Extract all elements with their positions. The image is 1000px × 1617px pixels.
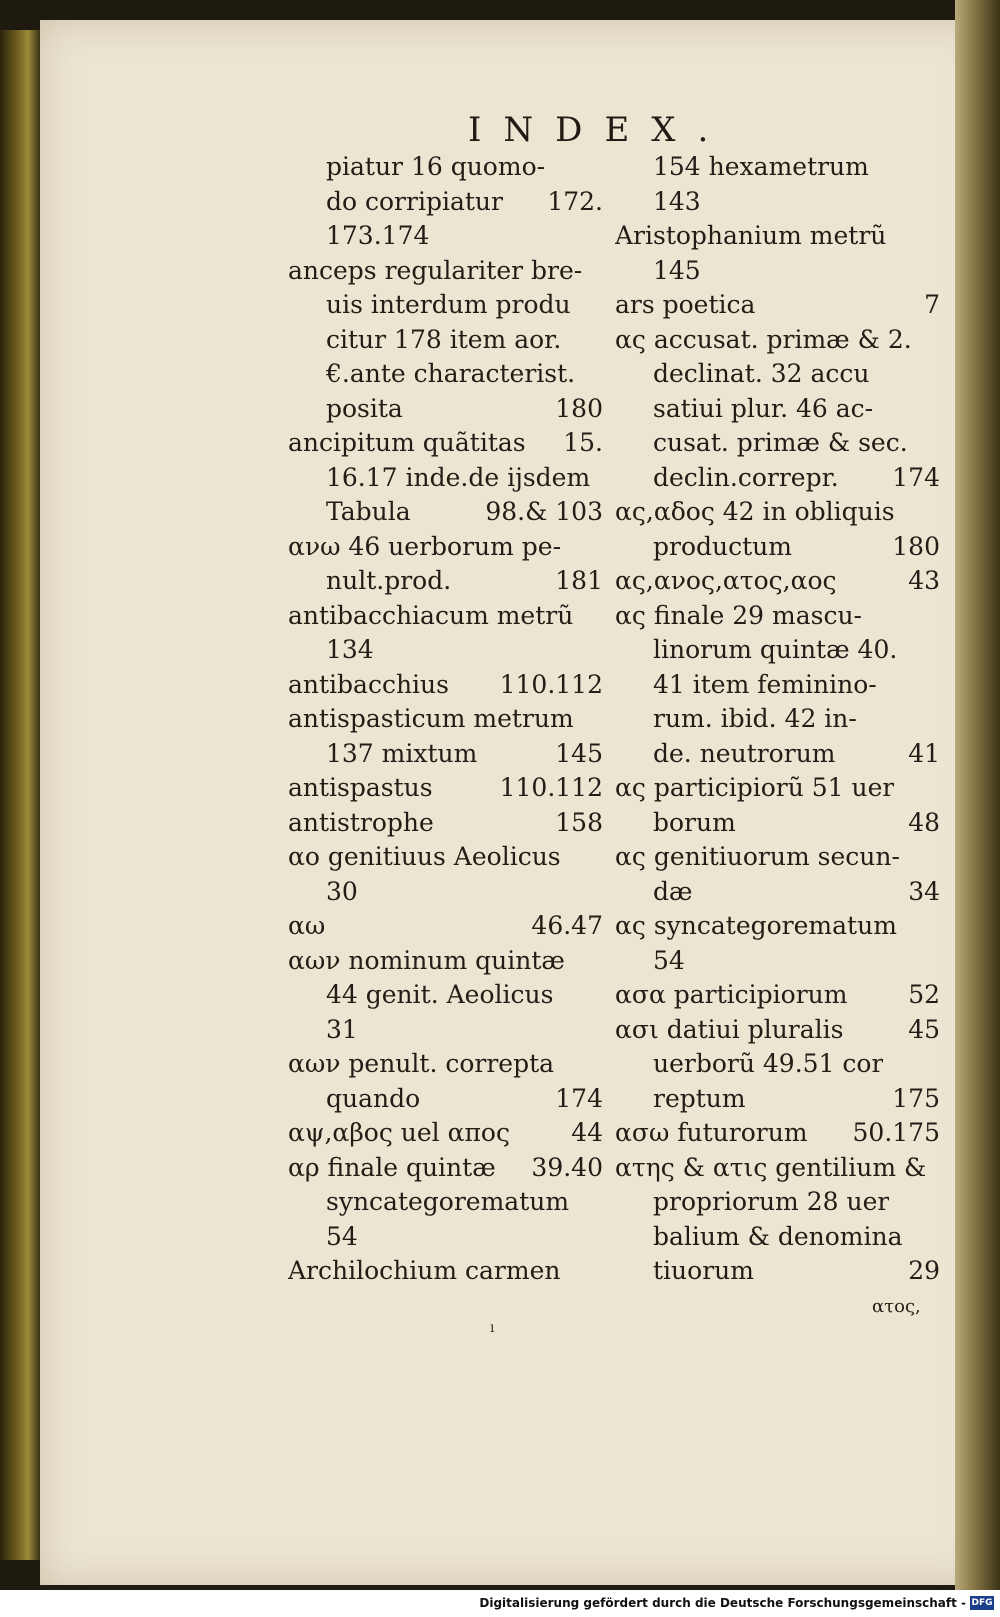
index-entry — [615, 1254, 940, 1289]
index-entry — [615, 357, 940, 392]
index-entry — [288, 702, 603, 737]
index-entry-text: anceps regulariter bre- — [288, 255, 583, 285]
index-entry-text: borum — [653, 807, 736, 837]
index-entry — [615, 461, 940, 496]
dfg-logo-icon: DFG — [971, 1598, 993, 1608]
index-entry-text: antibacchius — [288, 669, 449, 699]
index-entry-page-ref — [597, 1047, 603, 1082]
index-entry-page-ref — [934, 392, 940, 427]
index-entry-page-ref: 41 — [908, 738, 940, 768]
index-entry — [288, 771, 603, 806]
index-entry — [615, 288, 940, 323]
index-entry-text: ασω futurorum — [615, 1118, 808, 1147]
index-entry-page-ref — [934, 1185, 940, 1220]
index-entry — [615, 771, 940, 806]
index-entry-text: antispasticum metrum — [288, 704, 574, 733]
index-entry-page-ref — [934, 702, 940, 737]
index-entry-page-ref — [597, 150, 603, 185]
signature-mark: ı — [490, 1320, 495, 1336]
index-entry-text: syncategorematum — [326, 1187, 570, 1216]
index-entry-text: Archilochium carmen — [288, 1256, 561, 1285]
index-entry-page-ref — [934, 185, 940, 220]
index-entry-page-ref — [934, 1220, 940, 1255]
index-entry-text: uerborũ 49.51 cor — [653, 1049, 884, 1078]
index-entry-text: antispastus — [288, 773, 433, 802]
index-entry-text: ασι datiui pluralis — [615, 1014, 844, 1044]
index-entry-page-ref: 98.& 103 — [485, 497, 603, 526]
index-entry-text: ας participiorũ 51 uer — [615, 773, 895, 802]
index-entry-page-ref — [934, 1047, 940, 1082]
index-entry — [615, 1082, 940, 1117]
index-entry-text: productum — [653, 531, 792, 561]
index-entry-page-ref — [934, 426, 940, 461]
index-entry-text: ασα participiorum — [615, 980, 848, 1009]
index-entry-text: αω — [288, 911, 326, 940]
page-header: INDEX. — [468, 110, 731, 150]
index-entry — [615, 909, 940, 944]
index-entry — [288, 357, 603, 392]
index-entry-page-ref — [597, 702, 603, 737]
index-entry-page-ref — [934, 771, 940, 806]
index-entry-text: Tabula — [326, 497, 411, 526]
index-entry-text: declin.correpr. — [653, 462, 839, 492]
index-entry-text: ars poetica — [615, 290, 756, 319]
index-entry — [615, 219, 940, 254]
index-entry — [615, 1151, 940, 1186]
index-entry-text: satiui plur. 46 ac- — [653, 393, 874, 423]
index-entry-text: 44 genit. Aeolicus — [326, 980, 554, 1009]
index-entry-page-ref: 43 — [908, 566, 940, 595]
index-entry — [288, 668, 603, 703]
index-entry — [615, 737, 940, 772]
index-entry — [288, 288, 603, 323]
index-entry — [288, 840, 603, 875]
index-entry-page-ref — [597, 875, 603, 910]
index-entry-text: 154 hexametrum — [653, 152, 869, 181]
index-entry — [615, 668, 940, 703]
index-entry — [615, 806, 940, 841]
index-entry — [288, 254, 603, 289]
index-entry-page-ref — [597, 530, 603, 565]
index-entry-page-ref — [934, 909, 940, 944]
index-entry — [288, 185, 603, 220]
index-entry — [288, 426, 603, 461]
index-entry — [288, 806, 603, 841]
index-entry — [288, 1220, 603, 1255]
index-entry — [615, 1220, 940, 1255]
index-entry — [615, 150, 940, 185]
index-column-left — [288, 150, 603, 1289]
index-entry-page-ref — [597, 254, 603, 289]
index-entry — [615, 875, 940, 910]
index-entry-text: 143 — [653, 186, 701, 216]
index-entry-page-ref: 175 — [892, 1083, 940, 1113]
index-entry-text: 41 item feminino- — [653, 669, 877, 699]
index-entry-page-ref: 158 — [555, 807, 603, 837]
index-entry-page-ref — [597, 944, 603, 979]
index-entry — [288, 1047, 603, 1082]
index-entry-page-ref — [934, 150, 940, 185]
index-entry — [288, 150, 603, 185]
index-entry-page-ref: 46.47 — [531, 911, 603, 940]
index-entry-page-ref: 174 — [892, 462, 940, 492]
index-entry-text: 134 — [326, 635, 374, 664]
index-entry-page-ref: 172. — [547, 186, 603, 216]
index-entry-text: αων nominum quintæ — [288, 945, 565, 975]
index-entry-page-ref — [934, 219, 940, 254]
index-entry — [288, 909, 603, 944]
index-entry-page-ref — [934, 633, 940, 668]
index-entry-page-ref: 44 — [571, 1118, 603, 1147]
index-entry-text: ας,ανος,ατος,αος — [615, 566, 837, 595]
digitization-footer — [0, 1590, 1000, 1617]
index-entry-text: declinat. 32 accu — [653, 359, 870, 388]
index-entry-text: de. neutrorum — [653, 738, 836, 768]
index-entry-page-ref: 110.112 — [499, 773, 603, 802]
index-entry — [615, 495, 940, 530]
index-entry — [615, 944, 940, 979]
index-entry — [288, 978, 603, 1013]
index-entry-text: nult.prod. — [326, 566, 452, 595]
index-entry — [615, 1116, 940, 1151]
index-entry-text: 31 — [326, 1014, 358, 1044]
index-entry-text: €.ante characterist. — [326, 359, 576, 388]
index-entry — [615, 1013, 940, 1048]
index-entry-text: ας finale 29 mascu- — [615, 600, 862, 630]
index-entry-text: cusat. primæ & sec. — [653, 428, 908, 457]
index-entry-text: αο genitiuus Aeolicus — [288, 842, 561, 871]
index-entry-page-ref — [597, 1254, 603, 1289]
index-column-right — [615, 150, 940, 1289]
index-entry-text: 54 — [326, 1221, 358, 1251]
index-entry-page-ref: 15. — [563, 428, 603, 457]
index-entry-page-ref — [934, 495, 940, 530]
index-entry-text: do corripiatur — [326, 186, 503, 216]
index-entry-page-ref: 29 — [908, 1256, 940, 1285]
index-entry-page-ref: 48 — [908, 807, 940, 837]
index-entry-text: ας genitiuorum secun- — [615, 842, 900, 871]
index-entry-page-ref: 34 — [908, 876, 940, 906]
footer-credit-text: Digitalisierung gefördert durch die Deutsche Forschungsgemeinschaft - — [479, 1596, 966, 1610]
index-entry-page-ref — [597, 633, 603, 668]
index-entry — [288, 392, 603, 427]
index-entry-page-ref: 52 — [908, 980, 940, 1009]
index-entry-page-ref — [597, 1220, 603, 1255]
index-entry-text: antibacchiacum metrũ — [288, 600, 574, 630]
index-entry — [615, 599, 940, 634]
index-entry-text: αων penult. correpta — [288, 1049, 555, 1078]
index-entry-text: ancipitum quãtitas — [288, 428, 526, 457]
index-entry-page-ref: 45 — [908, 1014, 940, 1044]
index-entry-page-ref — [597, 1013, 603, 1048]
index-entry-page-ref — [934, 668, 940, 703]
index-entry — [615, 254, 940, 289]
index-entry — [288, 875, 603, 910]
index-entry-page-ref — [934, 254, 940, 289]
index-entry-text: ας accusat. primæ & 2. — [615, 324, 912, 354]
index-entry-page-ref — [597, 219, 603, 254]
index-entry-page-ref — [597, 288, 603, 323]
index-entry — [288, 1185, 603, 1220]
index-entry — [615, 1185, 940, 1220]
index-entry-text: 16.17 inde.de ijsdem — [326, 462, 591, 492]
index-entry-text: reptum — [653, 1083, 746, 1113]
index-entry-text: ανω 46 uerborum pe- — [288, 531, 562, 561]
index-entry — [288, 564, 603, 599]
catchword: ατος, — [872, 1296, 921, 1317]
index-entry-page-ref — [934, 599, 940, 634]
index-entry-text: Aristophanium metrũ — [615, 221, 887, 250]
index-entry-page-ref: 7 — [924, 290, 940, 319]
index-entry-text: balium & denomina — [653, 1221, 903, 1251]
index-entry-text: αψ,αβος uel απος — [288, 1118, 510, 1147]
index-entry — [615, 564, 940, 599]
index-entry — [615, 840, 940, 875]
index-entry-text: tiuorum — [653, 1256, 754, 1285]
index-entry — [288, 461, 603, 496]
index-entry-page-ref: 174 — [555, 1083, 603, 1113]
index-entry-text: piatur 16 quomo- — [326, 152, 546, 181]
index-entry-text: ατης & ατις gentilium & — [615, 1152, 927, 1182]
index-entry-page-ref: 180 — [892, 531, 940, 561]
index-entry-page-ref: 110.112 — [499, 669, 603, 699]
index-entry-page-ref — [597, 599, 603, 634]
index-entry-text: 30 — [326, 876, 358, 906]
index-entry-text: linorum quintæ 40. — [653, 635, 898, 664]
index-entry — [615, 426, 940, 461]
index-entry — [288, 530, 603, 565]
index-entry — [288, 1082, 603, 1117]
index-entry-page-ref: 181 — [555, 566, 603, 595]
index-entry — [288, 1151, 603, 1186]
index-entry — [288, 737, 603, 772]
index-entry — [615, 633, 940, 668]
index-entry-page-ref — [934, 1151, 940, 1186]
index-entry — [615, 702, 940, 737]
index-entry — [615, 323, 940, 358]
index-entry-page-ref — [934, 840, 940, 875]
index-entry-page-ref: 39.40 — [531, 1152, 603, 1182]
index-entry-text: propriorum 28 uer — [653, 1187, 890, 1216]
index-entry-text: 137 mixtum — [326, 738, 478, 768]
index-entry — [288, 944, 603, 979]
index-entry — [615, 530, 940, 565]
index-entry — [288, 219, 603, 254]
book-spine-edge — [0, 30, 40, 1560]
index-entry-text: posita — [326, 393, 403, 423]
index-entry-text: uis interdum produ — [326, 290, 571, 319]
index-entry — [288, 495, 603, 530]
index-entry-page-ref — [597, 323, 603, 358]
index-entry — [615, 978, 940, 1013]
index-entry-page-ref: 145 — [555, 738, 603, 768]
index-entry-text: αρ finale quintæ — [288, 1152, 496, 1182]
index-entry-page-ref — [597, 461, 603, 496]
page-fore-edge — [955, 0, 1000, 1590]
index-entry-text: dæ — [653, 876, 693, 906]
index-entry — [615, 185, 940, 220]
index-entry — [288, 1254, 603, 1289]
index-entry-page-ref — [597, 978, 603, 1013]
index-entry — [288, 1116, 603, 1151]
index-entry-text: 145 — [653, 255, 701, 285]
index-entry — [288, 633, 603, 668]
index-entry-page-ref — [934, 323, 940, 358]
index-entry — [288, 323, 603, 358]
index-entry-page-ref — [597, 1185, 603, 1220]
index-entry-text: ας,αδος 42 in obliquis — [615, 497, 895, 526]
index-entry-text: 54 — [653, 945, 685, 975]
index-entry-page-ref — [597, 357, 603, 392]
index-entry — [615, 392, 940, 427]
index-entry-text: quando — [326, 1083, 421, 1113]
index-entry-text: citur 178 item aor. — [326, 324, 562, 354]
index-entry-page-ref: 180 — [555, 393, 603, 423]
index-entry-page-ref — [934, 357, 940, 392]
index-entry — [615, 1047, 940, 1082]
index-entry-page-ref — [597, 840, 603, 875]
index-entry-text: 173.174 — [326, 221, 430, 250]
index-entry-page-ref: 50.175 — [852, 1118, 940, 1147]
index-entry — [288, 1013, 603, 1048]
index-entry-text: antistrophe — [288, 807, 434, 837]
index-entry-text: ας syncategorematum — [615, 911, 897, 940]
index-entry-text: rum. ibid. 42 in- — [653, 704, 857, 733]
index-entry — [288, 599, 603, 634]
index-entry-page-ref — [934, 944, 940, 979]
